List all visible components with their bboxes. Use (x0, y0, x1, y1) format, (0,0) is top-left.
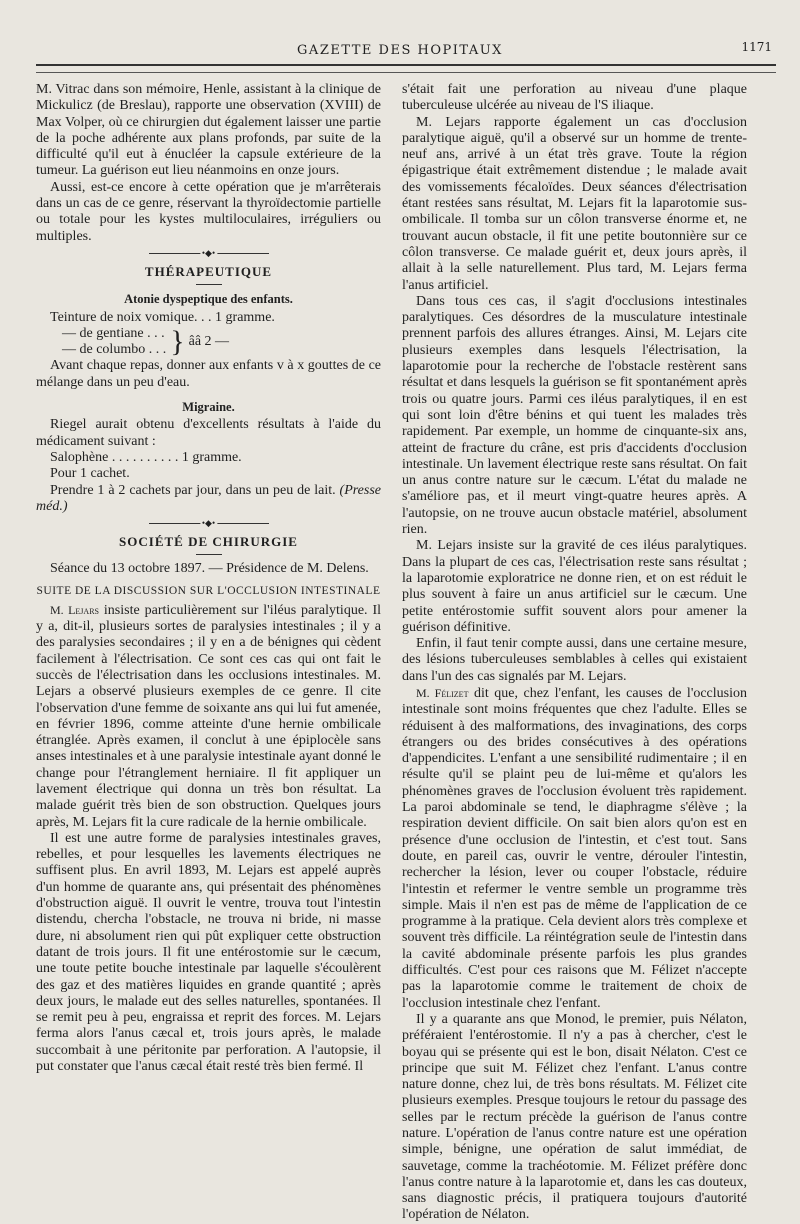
recipe-line: Teinture de noix vomique. . . 1 gramme. (50, 309, 275, 325)
intro-paragraph: M. Vitrac dans son mémoire, Henle, assistant à la clinique de Mickulicz (de Breslau), rapporte une observation (XVIII) de Max Volper, où ce chirurgien dut également laisser une partie de la poche adhérente aux plans profonds, par suite de la difficulté qu'il eut à énucléer la capsule extérieure de la tumeur. La guérison eut lieu néanmoins en onze jours. (36, 82, 381, 179)
right-column (402, 82, 747, 1223)
recipe-block-2 (36, 450, 381, 483)
header-rule-thick (36, 64, 776, 66)
paragraph-text: dit que, chez l'enfant, les causes de l'occlusion intestinale sont moins fréquentes que chez l'adulte. Elles se réduisent à des malformations, des invaginations, des corps étrangers ou des brides consécutives à des opérations d'appendicites. L'enfant a une sensibilité rudimentaire ; il en résulte qu'il se plaint peu de lui-même et qu'alors les phénomènes graves de l'occlusion évoluent très rapidement. La paroi abdominale se tend, le diaphragme s'élève ; la respiration devient difficile. On sait bien alors qu'on est en présence d'une occlusion de l'intestin, et c'est tout. Sans doute, en pareil cas, ouvrir le ventre, dérouler l'intestin, rechercher la lésion, lever ou couper l'obstacle, réduire l'intestin et refermer le ventre semble un programme très simple. Mais il n'en est pas de même de l'application de ce programme à la pratique. Cela devient alors très complexe et souvent très difficile. La réintégration seule de l'intestin dans la cavité abdominale présente parfois les plus grandes difficultés. C'est pour ces raisons que M. Félizet n'accepte pas la laparotomie comme le traitement de choix de l'occlusion intestinale chez l'enfant. (402, 685, 747, 1011)
short-rule (196, 554, 222, 555)
migraine-paragraph: Riegel aurait obtenu d'excellents résultats à l'aide du médicament suivant : (36, 417, 381, 449)
recipe-line: — de gentiane . . . (62, 325, 165, 341)
short-rule (196, 284, 222, 285)
felizet-paragraph (402, 685, 747, 1012)
separator-ornament (149, 523, 269, 524)
page-number: 1171 (741, 40, 772, 54)
recipe-2-text: Prendre 1 à 2 cachets par jour, dans un peu de lait. (50, 482, 336, 498)
paragraph: Enfin, il faut tenir compte aussi, dans une certaine mesure, des lésions tuberculeuses semblables à celles qui existaient dans l'un des cas signalés par M. Lejars. (402, 636, 747, 684)
paragraph-text: insiste particulièrement sur l'iléus paralytique. Il y a, dit-il, plusieurs sortes de paralysies intestinales ; il y a des paralysies secondaires ; il y en a de bénignes qui cèdent facilement à l'électrisation. Ce sont ces cas qui ont fait le succès de l'électrisation dans les occlusions intestinales. M. Lejars a observé plusieurs exemples de ce genre. Il cite l'observation d'une femme de soixante ans qui lui fut amenée, en février 1896, comme atteinte d'une hernie ombilicale étranglée. Après examen, il conclut à une épiplocèle sans anses intestinales et à une paralysie intestinale ayant donné le change pour l'étranglement herniaire. Il fit appliquer un lavement électrique qui donna un très bon résultat. La malade guérit très bien de son obstruction. Quelques jours après, M. Lejars fit la cure radicale de la hernie ombilicale. (36, 602, 382, 830)
subtitle-suite-discussion: SUITE DE LA DISCUSSION SUR L'OCCLUSION INTESTINALE (36, 584, 381, 597)
section-title-therapeutique: THÉRAPEUTIQUE (144, 263, 273, 279)
left-column (36, 82, 381, 1122)
recipe-block-1 (36, 310, 381, 359)
recipe-brace-group (50, 326, 381, 359)
brace-glyph: } (170, 325, 185, 359)
intro-paragraph-2: Aussi, est-ce encore à cette opération que je m'arrêterais dans un cas de ce genre, réservant la thyroïdectomie partielle ou totale pour les kystes multiloculaires, irréguliers ou multiples. (36, 179, 381, 244)
subtitle-migraine: Migraine. (182, 400, 235, 415)
recipe-line: Pour 1 cachet. (50, 466, 130, 482)
journal-title: GAZETTE DES HOPITAUX (297, 43, 503, 58)
recipe-instructions: Avant chaque repas, donner aux enfants v à x gouttes de ce mélange dans un peu d'eau. (36, 358, 381, 390)
recipe-line: — de columbo . . . (62, 342, 167, 358)
seance-line: Séance du 13 octobre 1897. — Présidence de M. Delens. (50, 561, 369, 577)
separator-ornament (149, 253, 269, 254)
recipe-line: Salophène . . . . . . . . . . 1 gramme. (50, 449, 242, 465)
recipe-dose: ââ 2 — (188, 334, 230, 349)
continuation-paragraph: s'était fait une perforation au niveau d'une plaque tuberculeuse ulcérée au niveau de l'S iliaque. (402, 82, 747, 114)
recipe-2-source: (Presse méd.) (36, 482, 381, 514)
lejars-paragraph-2: Il est une autre forme de paralysies intestinales graves, rebelles, et pour lesquelles les lavements électriques ne suffisent plus. En avril 1893, M. Lejars est appelé auprès d'un homme de quarante ans, qui présentait des phénomènes d'obstruction aiguë. Il ouvrit le ventre, trouva tout l'intestin distendu, chercha l'obstacle, ne trouva ni bride, ni masse dure, ni absolument rien qui pût expliquer cette obstruction datant de trois jours. Il fit une entérostomie sur le cæcum, une toute petite bouche intestinale par laquelle s'écoulèrent des gaz et des matières liquides en grande quantité ; après deux jours, le malade eut des selles naturelles, spontanées. Il se remit peu à peu, engraissa et reprit des forces. M. Lejars ferma alors l'anus cæcal et, trois jours après, le malade succombait à une péritonite par perforation. A l'autopsie, il put constater que l'anus cæcal était resté très bien fermé. Il (36, 830, 381, 1075)
subtitle-atonie: Atonie dyspeptique des enfants. (124, 292, 293, 307)
speaker-name: M. Félizet (416, 685, 469, 700)
header-rule-thin (36, 72, 776, 73)
lejars-paragraph-1 (36, 602, 381, 831)
running-head (0, 40, 800, 62)
recipe-2-instructions (36, 483, 381, 516)
section-title-societe: SOCIÉTÉ DE CHIRURGIE (119, 534, 298, 550)
paragraph: M. Lejars rapporte également un cas d'occlusion paralytique aiguë, qu'il a observé sur un homme de trente-neuf ans, arrivé à un état très grave. Toute la région épigastrique était extrêmement distendue ; le malade avait des vomissements fécaloïdes. Deux séances d'électrisation étant restées sans résultat, M. Lejars fit la laparotomie sus-ombilicale. Il tomba sur un côlon transverse énorme et, ne trouvant aucun obstacle, il fit une petite boutonnière sur ce côlon transverse. Ce malade guérit et, deux jours après, il allait à la selle naturellement. Plus tard, M. Lejars ferma l'anus artificiel. (402, 114, 747, 293)
speaker-name: M. Lejars (50, 602, 99, 617)
paragraph: M. Lejars insiste sur la gravité de ces iléus paralytiques. Dans la plupart de ces cas, l'électrisation reste sans résultat ; la laparotomie exploratrice ne donne rien, et on est réduit le plus souvent à faire un anus artificiel sur le cæcum. Une petite entérostomie suffit souvent alors pour amener la guérison définitive. (402, 538, 747, 635)
paragraph: Il y a quarante ans que Monod, le premier, puis Nélaton, préféraient l'entérostomie. Il n'y a pas à chercher, c'est le boyau qui se présente qui est le bon, disait Nélaton. C'est ce principe que suit M. Félizet chez l'enfant. L'anus contre nature donne, chez lui, de très bons résultats. M. Félizet cite plusieurs exemples. Presque toujours le retour du passage des selles par le rectum précède la guérison de l'anus contre nature. L'opération de l'anus contre nature est une opération simple, bénigne, une opération de salut immédiat, de sauvetage, comme la trachéotomie. M. Félizet préfère donc l'anus contre nature à la laparotomie et, dans les cas douteux, sans diagnostic précis, il pratiquera toujours d'autorité l'opération de Nélaton. (402, 1011, 747, 1223)
paragraph: Dans tous ces cas, il s'agit d'occlusions intestinales paralytiques. Ces désordres de la musculature intestinale prennent parfois des allures étranges. Ainsi, M. Lejars cite plusieurs exemples dans lesquels l'électrisation, la laparotomie pour la recherche de l'obstacle restèrent sans résultat et dans lesquels la guérison se fit spontanément après trois ou quatre jours. Parmi ces iléus paralytiques, il en est qui sont loin d'être bénins et qui tuent les malades très rapidement. Par exemple, un homme de cinquante-six ans, atteint de fracture du crâne, est pris d'accidents d'occlusion intestinale. Un lavement électrique reste sans résultat. On fait un anus contre nature sur le cæcum. L'état du malade ne s'améliore pas, et il meurt vingt-quatre heures après. A l'autopsie, on ne trouve aucun obstacle matériel, absolument rien. (402, 293, 747, 538)
